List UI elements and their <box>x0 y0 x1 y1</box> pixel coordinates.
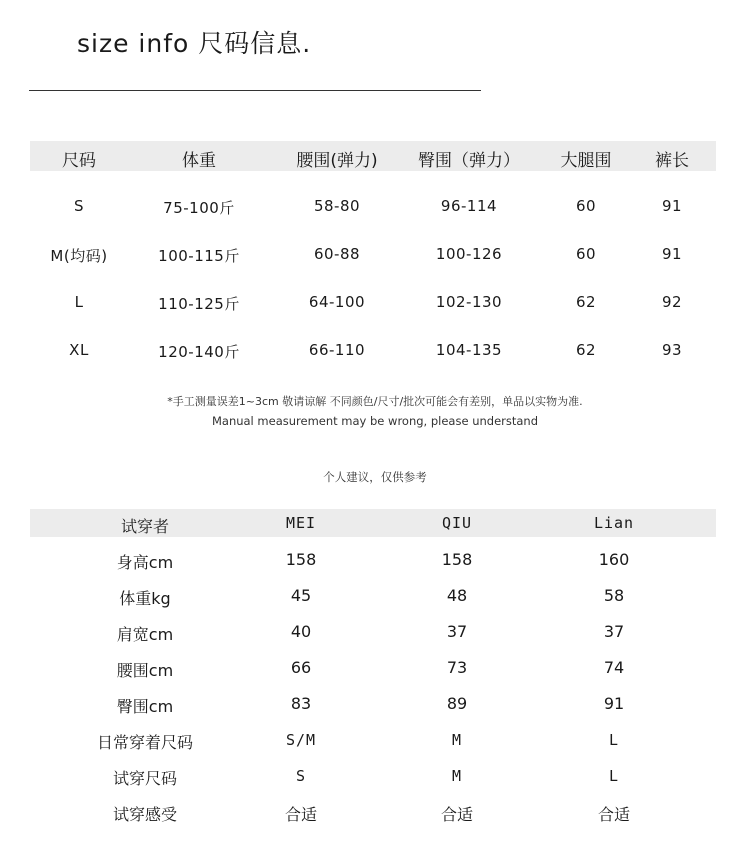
size-cell: 58-80 <box>313 197 361 215</box>
size-cell: 62 <box>575 341 597 359</box>
size-cell: 92 <box>661 293 683 311</box>
size-header-length: 裤长 <box>655 151 689 171</box>
size-cell: 100-126 <box>435 245 503 263</box>
tryon-cell: M <box>451 767 463 785</box>
tryon-cell: 74 <box>603 658 625 677</box>
size-cell: 91 <box>661 245 683 263</box>
size-cell: 60 <box>575 197 597 215</box>
measurement-note-en: Manual measurement may be wrong, please understand <box>211 414 539 428</box>
size-cell: 60-88 <box>313 245 361 263</box>
tryon-row-label: 腰围cm <box>116 661 174 680</box>
tryon-cell: 89 <box>446 694 468 713</box>
tryon-header-qiu: QIU <box>441 514 473 532</box>
tryon-cell: M <box>451 731 463 749</box>
size-header-thigh: 大腿围 <box>560 151 612 171</box>
tryon-cell: 合适 <box>284 805 318 824</box>
tryon-cell: S/M <box>285 731 317 749</box>
size-cell: 60 <box>575 245 597 263</box>
tryon-header-lian: Lian <box>593 514 635 532</box>
tryon-cell: 37 <box>446 622 468 641</box>
size-cell: M(均码) <box>50 247 108 265</box>
tryon-cell: 73 <box>446 658 468 677</box>
size-cell: 120-140斤 <box>158 343 240 361</box>
size-cell: 91 <box>661 197 683 215</box>
size-cell: L <box>74 293 84 311</box>
tryon-cell: 合适 <box>440 805 474 824</box>
tryon-cell: 83 <box>290 694 312 713</box>
tryon-cell: S <box>295 767 307 785</box>
size-header-weight: 体重 <box>182 151 216 171</box>
tryon-row-label: 肩宽cm <box>116 625 174 644</box>
tryon-cell: 合适 <box>597 805 631 824</box>
tryon-row-label: 身高cm <box>116 553 174 572</box>
tryon-cell: 158 <box>285 550 317 569</box>
tryon-row-label: 臀围cm <box>116 697 174 716</box>
size-header-waist: 腰围(弹力) <box>296 151 378 171</box>
tryon-row-label: 试穿尺码 <box>112 769 178 788</box>
size-cell: S <box>73 197 85 215</box>
tryon-row-label: 日常穿着尺码 <box>96 733 194 752</box>
size-cell: 104-135 <box>435 341 503 359</box>
page-title: size info 尺码信息. <box>77 29 312 58</box>
size-cell: 75-100斤 <box>163 199 235 217</box>
tryon-row-label: 试穿感受 <box>112 805 178 824</box>
size-cell: 62 <box>575 293 597 311</box>
size-cell: 66-110 <box>308 341 366 359</box>
size-cell: 96-114 <box>440 197 498 215</box>
tryon-cell: 91 <box>603 694 625 713</box>
tryon-cell: 40 <box>290 622 312 641</box>
tryon-cell: 48 <box>446 586 468 605</box>
size-header-hip: 臀围（弹力） <box>418 151 520 171</box>
size-cell: 102-130 <box>435 293 503 311</box>
tryon-header-label: 试穿者 <box>120 517 170 536</box>
tryon-cell: 158 <box>441 550 473 569</box>
size-cell: 64-100 <box>308 293 366 311</box>
size-cell: XL <box>69 341 89 359</box>
tryon-cell: 37 <box>603 622 625 641</box>
tryon-header-mei: MEI <box>285 514 317 532</box>
advice-note: 个人建议，仅供参考 <box>323 470 427 484</box>
tryon-cell: L <box>608 767 620 785</box>
size-cell: 93 <box>661 341 683 359</box>
size-cell: 110-125斤 <box>158 295 240 313</box>
tryon-row-label: 体重kg <box>119 589 171 608</box>
tryon-cell: 160 <box>598 550 630 569</box>
size-header-size: 尺码 <box>62 151 96 171</box>
tryon-cell: 66 <box>290 658 312 677</box>
tryon-cell: 45 <box>290 586 312 605</box>
title-divider <box>29 90 481 91</box>
tryon-cell: L <box>608 731 620 749</box>
size-cell: 100-115斤 <box>158 247 240 265</box>
tryon-cell: 58 <box>603 586 625 605</box>
measurement-note-cn: *手工测量误差1~3cm 敬请谅解 不同颜色/尺寸/批次可能会有差别，单品以实物为准. <box>167 395 583 408</box>
